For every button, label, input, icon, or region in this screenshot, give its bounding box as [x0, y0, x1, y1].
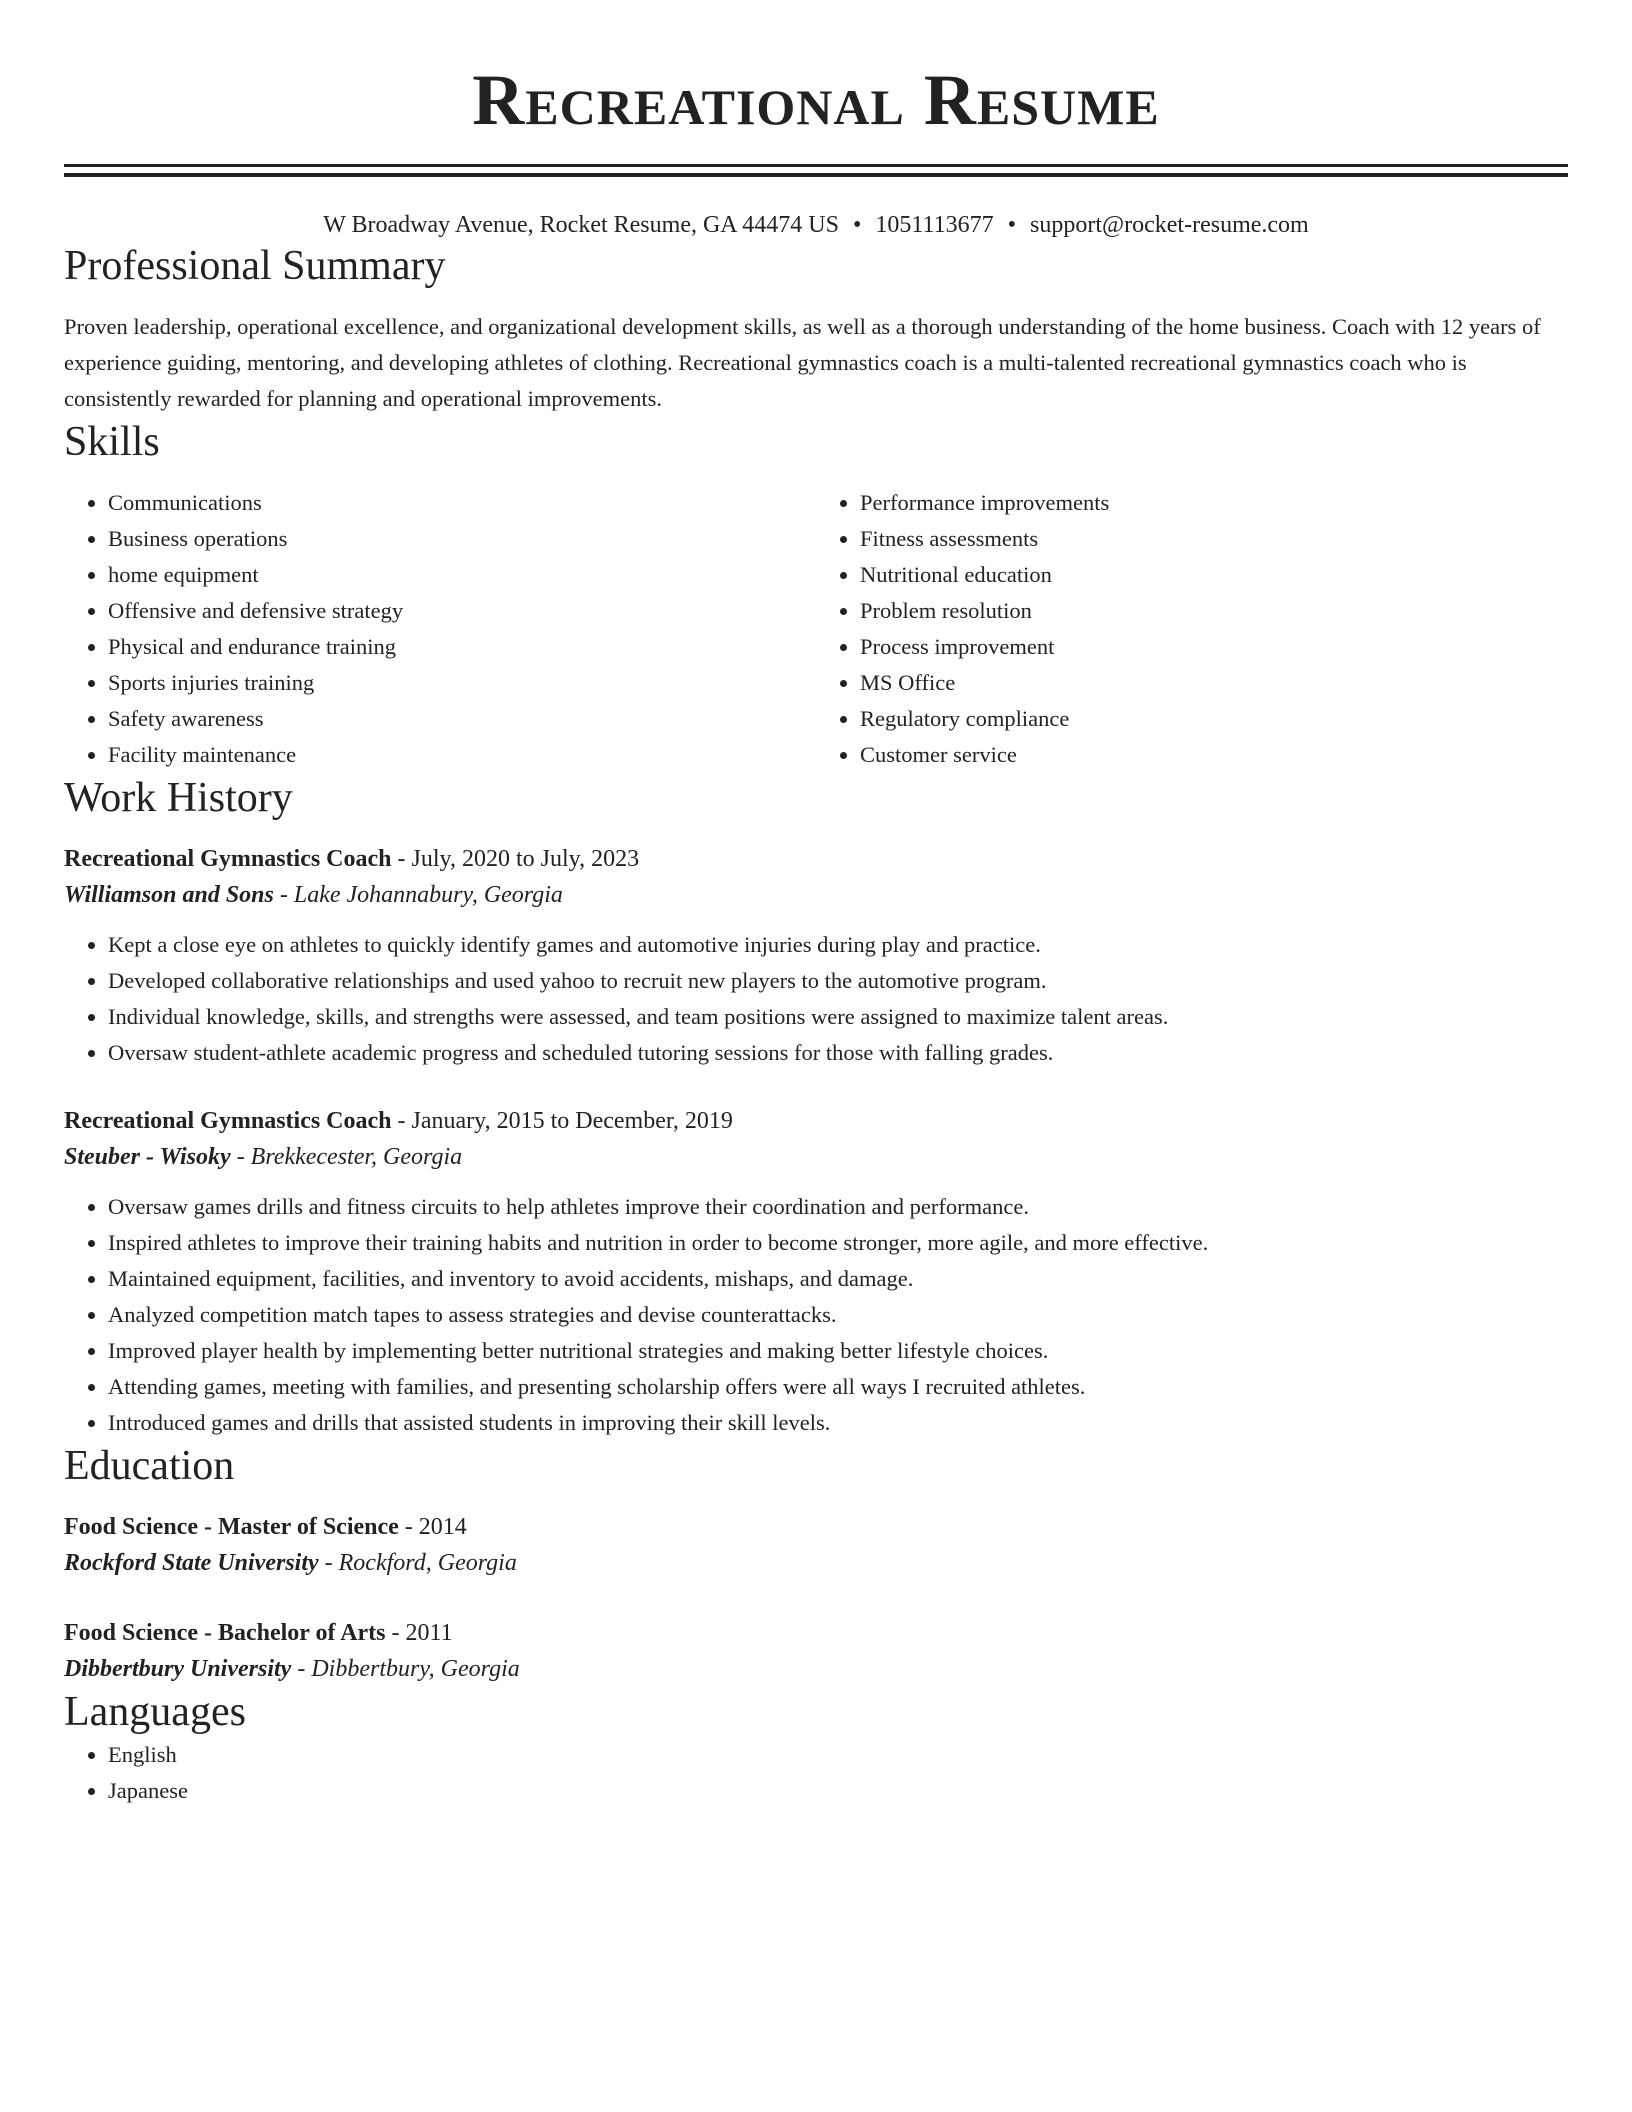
skill-item: • Customer service — [860, 737, 1568, 773]
job-duty: • Kept a close eye on athletes to quickly identify games and automotive injuries during play and practice. — [108, 927, 1568, 963]
languages-list — [64, 1737, 1568, 1809]
job-company: Steuber - Wisoky — [64, 1144, 231, 1170]
skill-item: • Physical and endurance training — [108, 629, 816, 665]
education-degree: Food Science - Master of Science — [64, 1514, 399, 1540]
contact-separator: • — [1007, 212, 1017, 238]
skill-item: • MS Office — [860, 665, 1568, 701]
skills-list-right — [816, 485, 1568, 773]
divider-line-top — [64, 164, 1568, 167]
job-company: Williamson and Sons — [64, 882, 274, 908]
language-item: • Japanese — [108, 1773, 1568, 1809]
divider-line-bottom — [64, 173, 1568, 177]
section-heading-work-history: Work History — [64, 775, 293, 821]
job-duty: • Individual knowledge, skills, and strengths were assessed, and team positions were assigned to maximize talent areas. — [108, 999, 1568, 1035]
education-school-line — [64, 1651, 1568, 1687]
education-school: Rockford State University — [64, 1550, 319, 1576]
section-heading-summary: Professional Summary — [64, 243, 446, 289]
job-entry — [64, 1103, 1568, 1441]
contact-email: support@rocket-resume.com — [1030, 212, 1309, 238]
job-title-line — [64, 841, 1568, 877]
job-entry — [64, 841, 1568, 1071]
job-dates: - January, 2015 to December, 2019 — [391, 1108, 733, 1134]
skill-item: • Nutritional education — [860, 557, 1568, 593]
skill-item: • Problem resolution — [860, 593, 1568, 629]
education-location: - Dibbertbury, Georgia — [291, 1656, 520, 1682]
resume-name: Recreational Resume — [472, 60, 1160, 140]
contact-separator: • — [853, 212, 862, 238]
education-year: - 2011 — [385, 1620, 453, 1646]
education-degree: Food Science - Bachelor of Arts — [64, 1620, 386, 1646]
summary-text: Proven leadership, operational excellence, and organizational development skills, as well as a thorough understanding of the home business. Coach with 12 years of experience guiding, mentoring, and developing athletes of clothing. Recreational gymnastics coach is a multi-talented recreational gymnastics coach who is consistently rewarded for planning and operational improvements. — [64, 314, 1541, 411]
skill-item: • Communications — [108, 485, 816, 521]
job-location: - Brekkecester, Georgia — [230, 1144, 463, 1170]
section-heading-education: Education — [64, 1443, 235, 1489]
job-title: Recreational Gymnastics Coach — [64, 1108, 392, 1134]
skill-item: • Fitness assessments — [860, 521, 1568, 557]
skill-item: • Facility maintenance — [108, 737, 816, 773]
education-school-line — [64, 1545, 1568, 1581]
job-duties-list — [64, 927, 1568, 1071]
job-duty: • Improved player health by implementing better nutritional strategies and making better lifestyle choices. — [108, 1333, 1568, 1369]
skill-item: • Performance improvements — [860, 485, 1568, 521]
job-duty: • Developed collaborative relationships and used yahoo to recruit new players to the automotive program. — [108, 963, 1568, 999]
skills-list-left — [64, 485, 816, 773]
education-year: - 2014 — [398, 1514, 467, 1540]
section-heading-languages: Languages — [64, 1689, 246, 1735]
job-title: Recreational Gymnastics Coach — [64, 846, 392, 872]
contact-line — [64, 209, 1568, 241]
skill-item: • Offensive and defensive strategy — [108, 593, 816, 629]
education-degree-line — [64, 1509, 1568, 1545]
skill-item: • Process improvement — [860, 629, 1568, 665]
job-company-line — [64, 877, 1568, 913]
education-location: - Rockford, Georgia — [318, 1550, 517, 1576]
skill-item: • Safety awareness — [108, 701, 816, 737]
job-duty: • Maintained equipment, facilities, and inventory to avoid accidents, mishaps, and damage. — [108, 1261, 1568, 1297]
job-duties-list — [64, 1189, 1568, 1441]
skill-item: • Business operations — [108, 521, 816, 557]
education-entry — [64, 1509, 1568, 1581]
education-entry — [64, 1615, 1568, 1687]
job-duty: • Oversaw student-athlete academic progress and scheduled tutoring sessions for those with falling grades. — [108, 1035, 1568, 1071]
job-duty: • Introduced games and drills that assisted students in improving their skill levels. — [108, 1405, 1568, 1441]
job-duty: • Inspired athletes to improve their training habits and nutrition in order to become stronger, more agile, and more effective. — [108, 1225, 1568, 1261]
job-duty: • Analyzed competition match tapes to assess strategies and devise counterattacks. — [108, 1297, 1568, 1333]
contact-address: W Broadway Avenue, Rocket Resume, GA 44474 US — [323, 212, 839, 238]
skills-columns — [64, 485, 1568, 773]
education-school: Dibbertbury University — [64, 1656, 292, 1682]
skill-item: • Sports injuries training — [108, 665, 816, 701]
job-title-line — [64, 1103, 1568, 1139]
skill-item: • Regulatory compliance — [860, 701, 1568, 737]
job-dates: - July, 2020 to July, 2023 — [391, 846, 640, 872]
header-divider — [64, 164, 1568, 177]
skill-item: • home equipment — [108, 557, 816, 593]
job-duty: • Oversaw games drills and fitness circuits to help athletes improve their coordination and performance. — [108, 1189, 1568, 1225]
job-company-line — [64, 1139, 1568, 1175]
contact-phone: 1051113677 — [875, 212, 994, 238]
education-degree-line — [64, 1615, 1568, 1651]
job-location: - Lake Johannabury, Georgia — [273, 882, 563, 908]
resume-content — [64, 0, 1568, 1809]
job-duty: • Attending games, meeting with families, and presenting scholarship offers were all ways I recruited athletes. — [108, 1369, 1568, 1405]
section-heading-skills: Skills — [64, 419, 160, 465]
language-item: • English — [108, 1737, 1568, 1773]
